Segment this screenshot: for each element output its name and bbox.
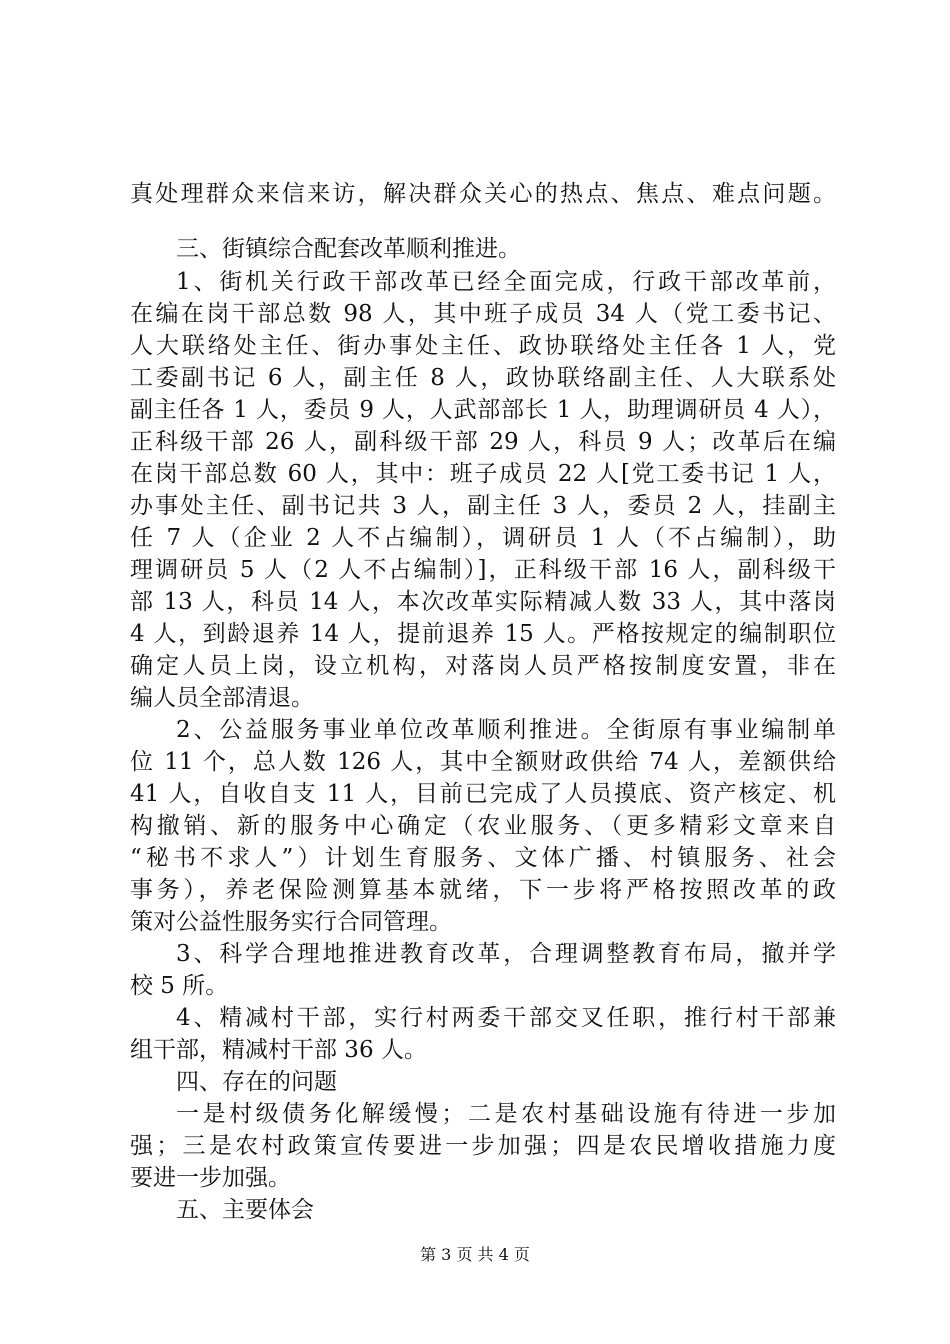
text-line: 3、科学合理地推进教育改革，合理调整教育布局，撤并学 bbox=[176, 941, 836, 967]
text-line: 在编在岗干部总数 98 人，其中班子成员 34 人（党工委书记、 bbox=[130, 301, 836, 327]
text-line: 校 5 所。 bbox=[130, 973, 229, 999]
text-line: 4、精减村干部，实行村两委干部交叉任职，推行村干部兼 bbox=[176, 1005, 836, 1031]
text-line: 在岗干部总数 60 人，其中：班子成员 22 人[党工委书记 1 人， bbox=[130, 461, 836, 487]
text-line: 正科级干部 26 人，副科级干部 29 人，科员 9 人；改革后在编 bbox=[130, 429, 836, 455]
text-line: 部 13 人，科员 14 人，本次改革实际精减人数 33 人，其中落岗 bbox=[130, 589, 836, 615]
text-line: 1、街机关行政干部改革已经全面完成，行政干部改革前， bbox=[176, 269, 836, 295]
text-line: 理调研员 5 人（2 人不占编制）]，正科级干部 16 人，副科级干 bbox=[130, 557, 836, 583]
text-line: 41 人，自收自支 11 人，目前已完成了人员摸底、资产核定、机 bbox=[130, 781, 836, 807]
text-line: 人大联络处主任、街办事处主任、政协联络处主任各 1 人，党 bbox=[130, 333, 836, 359]
text-line: 强；三是农村政策宣传要进一步加强；四是农民增收措施力度 bbox=[130, 1133, 836, 1159]
section-heading: 四、存在的问题 bbox=[176, 1069, 337, 1095]
text-line: 4 人，到龄退养 14 人，提前退养 15 人。严格按规定的编制职位 bbox=[130, 621, 836, 647]
section-heading: 五、主要体会 bbox=[176, 1197, 314, 1223]
text-line: 任 7 人（企业 2 人不占编制），调研员 1 人（不占编制），助 bbox=[130, 525, 836, 551]
text-line: 组干部，精减村干部 36 人。 bbox=[130, 1037, 427, 1063]
text-line: 工委副书记 6 人，副主任 8 人，政协联络副主任、人大联系处 bbox=[130, 365, 836, 391]
text-line: “秘书不求人”）计划生育服务、文体广播、村镇服务、社会 bbox=[130, 845, 836, 871]
text-line: 位 11 个，总人数 126 人，其中全额财政供给 74 人，差额供给 bbox=[130, 749, 836, 775]
text-line: 事务），养老保险测算基本就绪，下一步将严格按照改革的政 bbox=[130, 877, 836, 903]
text-line: 构撤销、新的服务中心确定（农业服务、（更多精彩文章来自 bbox=[130, 813, 836, 839]
text-line: 2、公益服务事业单位改革顺利推进。全街原有事业编制单 bbox=[176, 717, 836, 743]
section-heading: 三、街镇综合配套改革顺利推进。 bbox=[176, 236, 521, 262]
page-footer: 第 3 页 共 4 页 bbox=[420, 1245, 530, 1264]
text-line: 真处理群众来信来访，解决群众关心的热点、焦点、难点问题。 bbox=[130, 181, 836, 207]
text-line: 一是村级债务化解缓慢；二是农村基础设施有待进一步加 bbox=[176, 1101, 836, 1127]
text-line: 副主任各 1 人，委员 9 人，人武部部长 1 人，助理调研员 4 人）， bbox=[130, 397, 836, 423]
text-line: 办事处主任、副书记共 3 人，副主任 3 人，委员 2 人，挂副主 bbox=[130, 493, 836, 519]
text-line: 要进一步加强。 bbox=[130, 1165, 291, 1191]
text-line: 策对公益性服务实行合同管理。 bbox=[130, 909, 452, 935]
text-line: 确定人员上岗，设立机构，对落岗人员严格按制度安置，非在 bbox=[130, 653, 836, 679]
text-line: 编人员全部清退。 bbox=[130, 685, 314, 711]
